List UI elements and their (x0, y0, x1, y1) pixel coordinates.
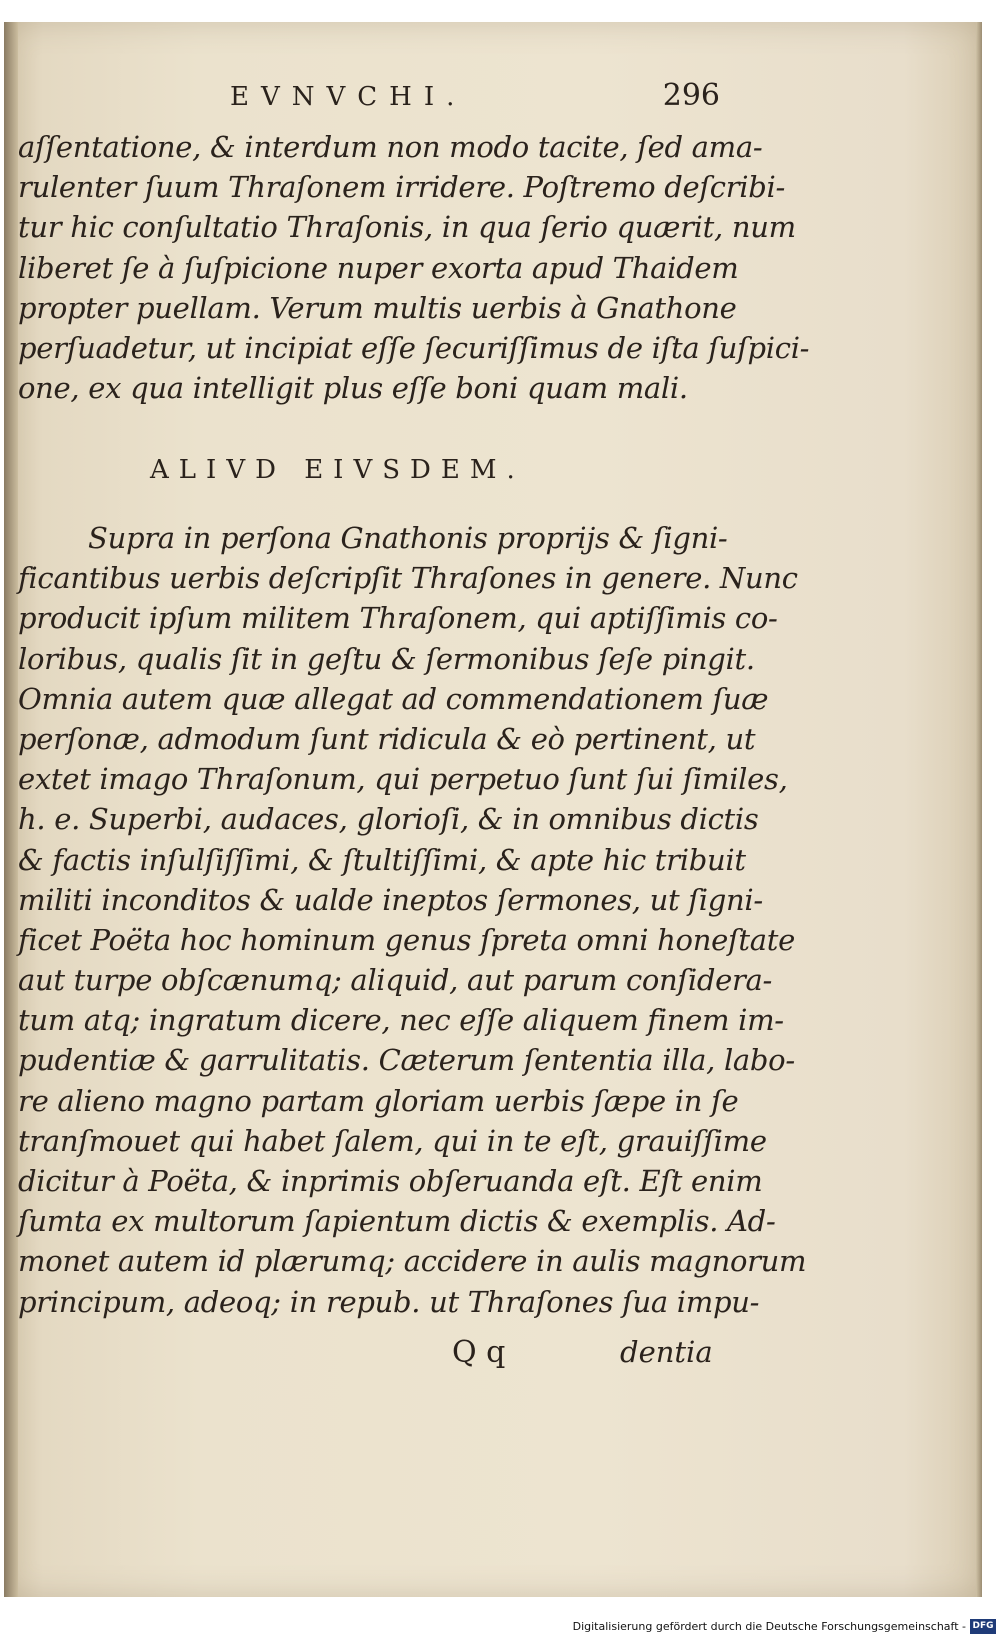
text-line: h. e. Superbi, audaces, glorioſi, & in omnibus dictis (18, 802, 759, 837)
text-line: & factis inſulſiſſimi, & ſtultiſſimi, & apte hic tribuit (18, 842, 746, 877)
section-heading: ALIVD EIVSDEM. (150, 455, 525, 485)
text-line: dicitur à Poëta, & inprimis obſeruanda eſt. Eſt enim (18, 1164, 763, 1198)
text-line: monet autem id plærumq; accidere in aulis magnorum (18, 1244, 807, 1279)
dfg-logo: DFG (970, 1619, 996, 1634)
text-line: Omnia autem quæ allegat ad commendationem ſuæ (18, 681, 769, 716)
paragraph-one (18, 127, 810, 408)
text-line: tur hic conſultatio Thraſonis, in qua ſerio quærit, num (18, 210, 796, 245)
text-line: liberet ſe à ſuſpicione nuper exorta apud Thaidem (18, 250, 739, 285)
text-line: producit ipſum militem Thraſonem, qui aptiſſimis co- (18, 601, 778, 636)
text-line: ficet Poëta hoc hominum genus ſpreta omni honeſtate (18, 922, 795, 957)
text-line: re alieno magno partam gloriam uerbis ſæpe in ſe (18, 1083, 739, 1118)
text-line: militi inconditos & ualde ineptos ſermones, ut ſigni- (18, 882, 763, 917)
page-number: 296 (662, 78, 720, 113)
text-line: principum, adeoq; in repub. ut Thraſones ſua impu- (18, 1284, 760, 1319)
text-line: loribus, qualis ſit in geſtu & ſermonibus ſeſe pingit. (18, 641, 755, 676)
text-line: aut turpe obſcænumq; aliquid, aut parum conſidera- (18, 963, 773, 998)
text-line: one, ex qua intelligit plus eſſe boni quam mali. (18, 371, 688, 406)
text-line: ſumta ex multorum ſapientum dictis & exemplis. Ad- (18, 1204, 776, 1239)
signature-mark: Q q (452, 1335, 506, 1370)
running-title: EVNVCHI. (230, 82, 467, 112)
text-line: tranſmouet qui habet ſalem, qui in te eſt, grauiſſime (18, 1123, 767, 1158)
paragraph-two (18, 518, 807, 1322)
page-gutter (4, 22, 18, 1597)
digitization-footer (0, 1616, 1000, 1639)
text-line: extet imago Thraſonum, qui perpetuo ſunt ſui ſimiles, (18, 762, 788, 797)
page-edge (976, 22, 982, 1597)
text-line: ficantibus uerbis deſcripſit Thraſones in genere. Nunc (18, 561, 798, 596)
funding-credit: Digitalisierung gefördert durch die Deutsche Forschungsgemeinschaft - (572, 1620, 966, 1633)
text-line: rulenter ſuum Thraſonem irridere. Poſtremo deſcribi- (18, 170, 786, 205)
text-line: perſuadetur, ut incipiat eſſe ſecuriſſimus de iſta ſuſpici- (18, 330, 810, 365)
text-line: Supra in perſona Gnathonis proprijs & ſigni- (88, 521, 728, 555)
text-line: pudentiæ & garrulitatis. Cæterum ſententia illa, labo- (18, 1043, 795, 1078)
page-header (200, 78, 720, 122)
text-line: propter puellam. Verum multis uerbis à Gnathone (18, 290, 737, 325)
text-line: perſonæ, admodum ſunt ridicula & eò pertinent, ut (18, 721, 756, 756)
text-line: aſſentatione, & interdum non modo tacite, ſed ama- (18, 130, 763, 164)
catchword: dentia (620, 1335, 713, 1369)
text-line: tum atq; ingratum dicere, nec eſſe aliquem finem im- (18, 1003, 784, 1038)
